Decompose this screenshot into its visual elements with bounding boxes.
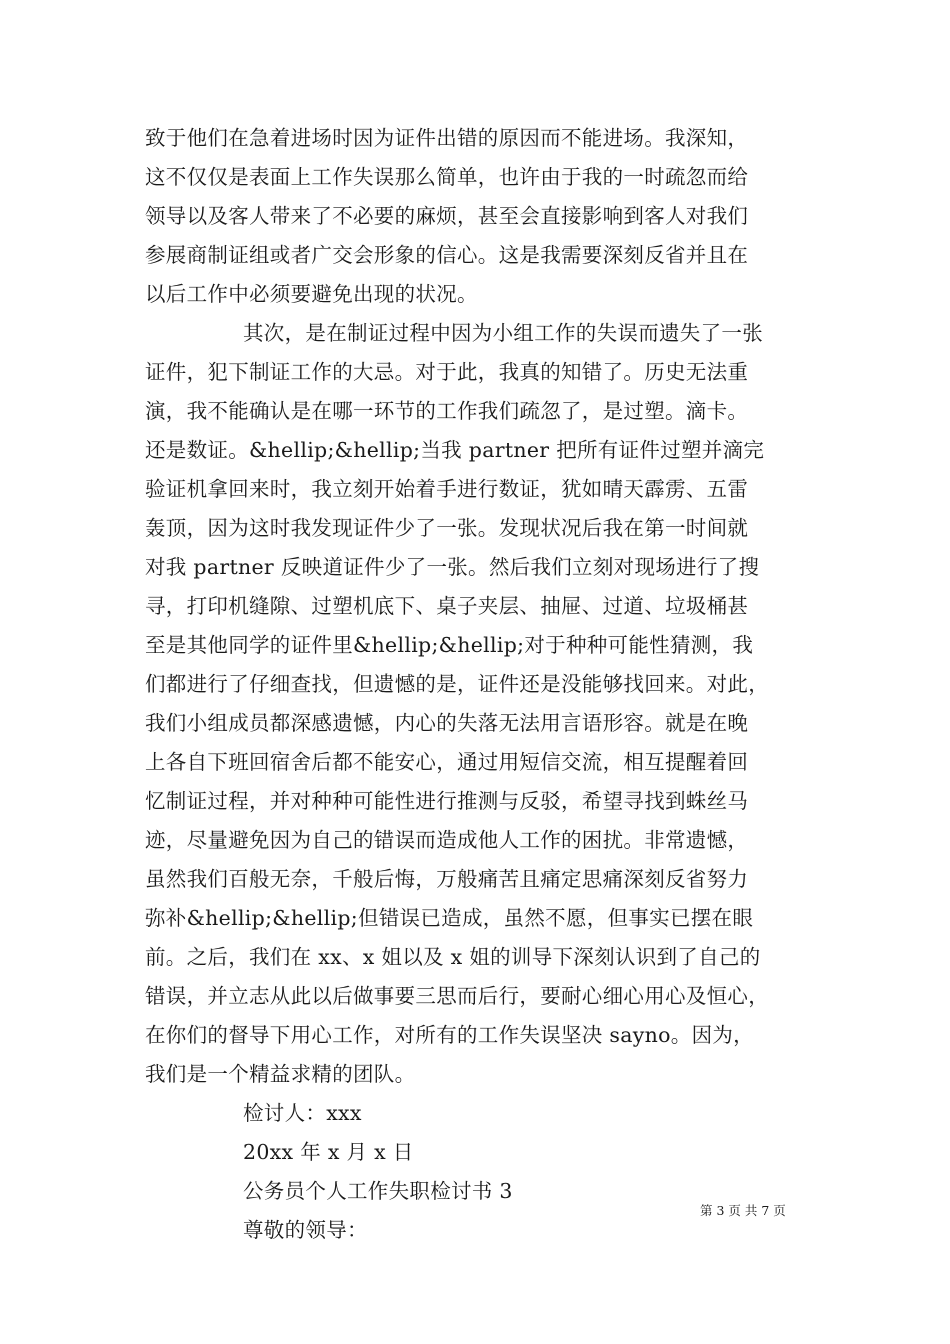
body-line: 在你们的督导下用心工作，对所有的工作失误坚决 sayno。因为， bbox=[145, 1023, 754, 1047]
body-line: 领导以及客人带来了不必要的麻烦，甚至会直接影响到客人对我们 bbox=[145, 204, 749, 228]
body-line: 错误，并立志从此以后做事要三思而后行，要耐心细心用心及恒心， bbox=[145, 984, 769, 1008]
body-line: 证件，犯下制证工作的大忌。对于此，我真的知错了。历史无法重 bbox=[145, 360, 749, 384]
body-line: 至是其他同学的证件里&hellip;&hellip;对于种种可能性猜测，我 bbox=[145, 633, 754, 657]
body-line: 弥补&hellip;&hellip;但错误已造成，虽然不愿，但事实已摆在眼 bbox=[145, 906, 754, 930]
reviewer-signature: 检讨人：xxx bbox=[243, 1101, 362, 1125]
body-line: 我们是一个精益求精的团队。 bbox=[145, 1062, 416, 1086]
body-line: 忆制证过程，并对种种可能性进行推测与反驳，希望寻找到蛛丝马 bbox=[145, 789, 749, 813]
body-line: 验证机拿回来时，我立刻开始着手进行数证，犹如晴天霹雳、五雷 bbox=[145, 477, 749, 501]
section-title: 公务员个人工作失职检讨书 3 bbox=[243, 1179, 513, 1203]
body-line: 还是数证。&hellip;&hellip;当我 partner 把所有证件过塑并滴完 bbox=[145, 438, 765, 462]
body-line: 虽然我们百般无奈，千般后悔，万般痛苦且痛定思痛深刻反省努力 bbox=[145, 867, 749, 891]
body-line: 迹，尽量避免因为自己的错误而造成他人工作的困扰。非常遗憾， bbox=[145, 828, 749, 852]
body-line: 前。之后，我们在 xx、x 姐以及 x 姐的训导下深刻认识到了自己的 bbox=[145, 945, 761, 969]
signature-date: 20xx 年 x 月 x 日 bbox=[243, 1140, 414, 1164]
body-line: 对我 partner 反映道证件少了一张。然后我们立刻对现场进行了搜 bbox=[145, 555, 760, 579]
salutation: 尊敬的领导： bbox=[243, 1218, 368, 1242]
page-number-footer: 第 3 页 共 7 页 bbox=[700, 1203, 786, 1218]
body-line: 以后工作中必须要避免出现的状况。 bbox=[145, 282, 478, 306]
body-line: 这不仅仅是表面上工作失误那么简单，也许由于我的一时疏忽而给 bbox=[145, 165, 749, 189]
body-line: 们都进行了仔细查找，但遗憾的是，证件还是没能够找回来。对此， bbox=[145, 672, 769, 696]
body-line: 我们小组成员都深感遗憾，内心的失落无法用言语形容。就是在晚 bbox=[145, 711, 749, 735]
body-line: 演，我不能确认是在哪一环节的工作我们疏忽了，是过塑。滴卡。 bbox=[145, 399, 749, 423]
body-line: 轰顶，因为这时我发现证件少了一张。发现状况后我在第一时间就 bbox=[145, 516, 749, 540]
body-line: 参展商制证组或者广交会形象的信心。这是我需要深刻反省并且在 bbox=[145, 243, 749, 267]
body-line: 寻，打印机缝隙、过塑机底下、桌子夹层、抽屉、过道、垃圾桶甚 bbox=[145, 594, 749, 618]
body-line: 上各自下班回宿舍后都不能安心，通过用短信交流，相互提醒着回 bbox=[145, 750, 749, 774]
body-line: 致于他们在急着进场时因为证件出错的原因而不能进场。我深知， bbox=[145, 126, 749, 150]
paragraph-first-line: 其次，是在制证过程中因为小组工作的失误而遗失了一张 bbox=[243, 321, 763, 345]
